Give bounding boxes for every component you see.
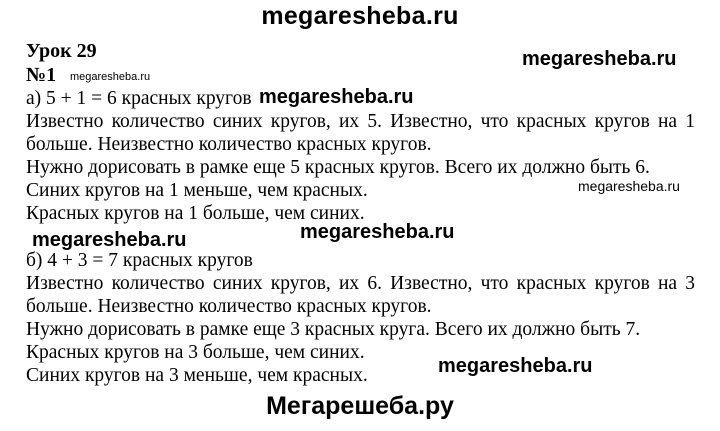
part-b-line-5: Синих кругов на 3 меньше, чем красных.: [26, 365, 368, 386]
part-a-line-3: Нужно дорисовать в рамке еще 5 красных кругов. Всего их должно быть 6.: [26, 157, 650, 178]
watermark-left-middle: megaresheba.ru: [32, 229, 187, 251]
part-a-line-5: Красных кругов на 1 больше, чем синих.: [26, 203, 365, 224]
watermark-bottom: Мегарешеба.ру: [266, 392, 454, 420]
part-b-line-4: Красных кругов на 3 больше, чем синих.: [26, 342, 365, 363]
task-number: №1: [26, 64, 57, 86]
part-a-line-4: Синих кругов на 1 меньше, чем красных.: [26, 180, 368, 201]
part-a-line-1: Известно количество синих кругов, их 5. Известно, что красных кругов на 1: [26, 111, 695, 132]
lesson-title: Урок 29: [26, 40, 97, 62]
watermark-top: megaresheba.ru: [261, 2, 459, 30]
part-b-line-1: Известно количество синих кругов, их 6. Известно, что красных кругов на 3: [26, 273, 695, 294]
part-b-line-3: Нужно дорисовать в рамке еще 3 красных круга. Всего их должно быть 7.: [26, 319, 641, 340]
part-b-equation: б) 4 + 3 = 7 красных кругов: [26, 250, 253, 271]
watermark-after-a: megaresheba.ru: [259, 86, 414, 108]
watermark-inline-small: megaresheba.ru: [70, 71, 151, 83]
watermark-center-middle: megaresheba.ru: [300, 221, 455, 243]
part-b-line-2: больше. Неизвестно количество красных кругов.: [26, 296, 432, 317]
part-a-line-2: больше. Неизвестно количество красных кругов.: [26, 134, 432, 155]
watermark-header-right: megaresheba.ru: [522, 48, 677, 70]
part-a-equation: а) 5 + 1 = 6 красных кругов: [26, 88, 252, 109]
watermark-lower-right: megaresheba.ru: [438, 355, 593, 377]
watermark-right-middle: megaresheba.ru: [578, 178, 680, 194]
